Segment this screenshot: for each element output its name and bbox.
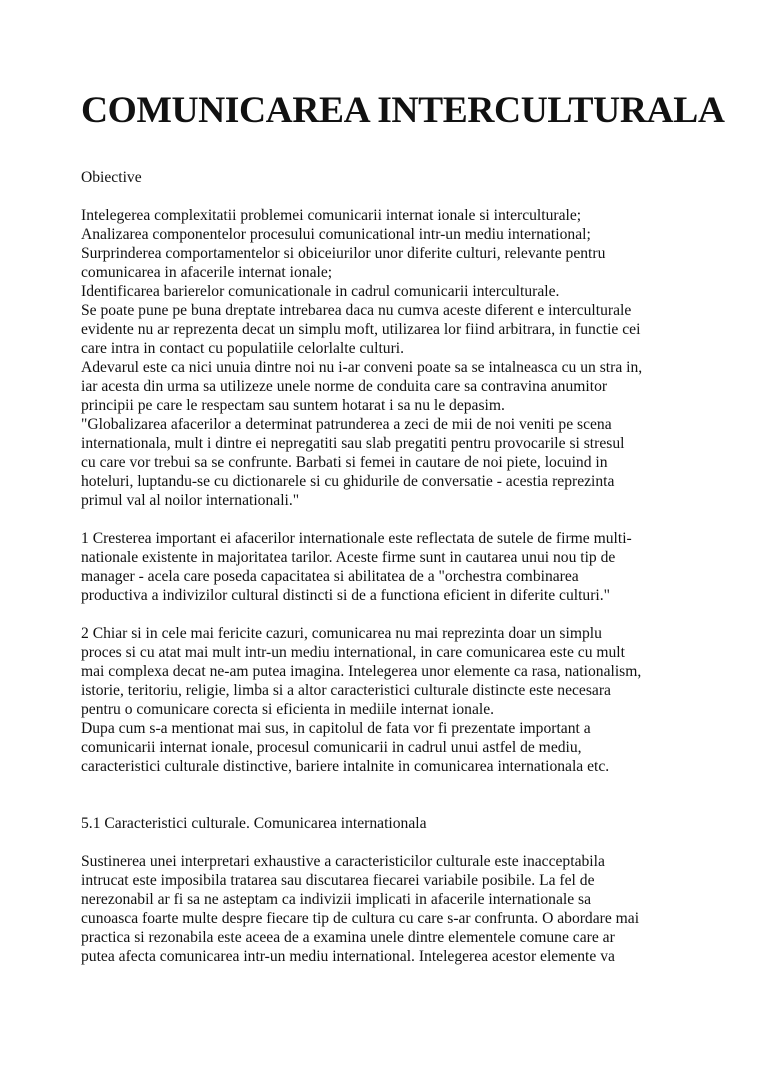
objectives-heading: Obiective <box>81 169 142 186</box>
text-line: cunoasca foarte multe despre fiecare tip de cultura cu care s-ar confrunta. O abordare mai <box>81 910 640 927</box>
paragraph-block-4 <box>81 852 691 966</box>
paragraph-block-2 <box>81 529 691 605</box>
text-line: "Globalizarea afacerilor a determinat patrunderea a zeci de mii de noi veniti pe scena <box>81 416 612 433</box>
document-title: COMUNICAREA INTERCULTURALA <box>81 90 725 131</box>
text-line: proces si cu atat mai mult intr-un mediu international, in care comunicarea este cu mult <box>81 644 625 661</box>
text-line: care intra in contact cu populatiile celorlalte culturi. <box>81 340 404 357</box>
text-line: putea afecta comunicarea intr-un mediu international. Intelegerea acestor elemente va <box>81 948 615 965</box>
text-line: nationale existente in majoritatea tarilor. Aceste firme sunt in cautarea unui nou tip de <box>81 549 616 566</box>
text-line: productiva a indivizilor cultural distincti si de a functiona eficient in diferite culturi." <box>81 587 611 604</box>
text-line: intrucat este imposibila tratarea sau discutarea fiecarei variabile posibile. La fel de <box>81 872 595 889</box>
text-line: evidente nu ar reprezenta decat un simplu moft, utilizarea lor fiind arbitrara, in functie cei <box>81 321 641 338</box>
text-line: primul val al noilor internationali." <box>81 492 300 509</box>
text-line: hoteluri, luptandu-se cu dictionarele si cu ghidurile de conversatie - acestia reprezinta <box>81 473 615 490</box>
text-line: Se poate pune pe buna dreptate intrebarea daca nu cumva aceste diferent e interculturale <box>81 302 632 319</box>
text-line: Identificarea barierelor comunicationale in cadrul comunicarii interculturale. <box>81 283 560 300</box>
text-line: mai complexa decat ne-am putea imagina. Intelegerea unor elemente ca rasa, nationalism, <box>81 663 642 680</box>
text-line: manager - acela care poseda capacitatea si abilitatea de a "orchestra combinarea <box>81 568 579 585</box>
text-line: comunicarii internat ionale, procesul comunicarii in cadrul unui astfel de mediu, <box>81 739 582 756</box>
text-line: Analizarea componentelor procesului comunicational intr-un mediu international; <box>81 226 591 243</box>
text-line: Intelegerea complexitatii problemei comunicarii internat ionale si interculturale; <box>81 207 582 224</box>
text-line: Sustinerea unei interpretari exhaustive a caracteristicilor culturale este inacceptabila <box>81 853 605 870</box>
text-line: internationala, mult i dintre ei nepregatiti sau slab pregatiti pentru provocarile si stresul <box>81 435 625 452</box>
document-body <box>81 90 725 966</box>
text-line: caracteristici culturale distinctive, bariere intalnite in comunicarea internationala etc. <box>81 758 610 775</box>
section-heading: 5.1 Caracteristici culturale. Comunicarea internationala <box>81 815 427 832</box>
text-line: comunicarea in afacerile internat ionale; <box>81 264 333 281</box>
text-line: Dupa cum s-a mentionat mai sus, in capitolul de fata vor fi prezentate important a <box>81 720 591 737</box>
text-line: nerezonabil ar fi sa ne asteptam ca indivizii implicati in afacerile internationale sa <box>81 891 592 908</box>
text-line: pentru o comunicare corecta si eficienta in mediile internat ionale. <box>81 701 495 718</box>
text-line: practica si rezonabila este aceea de a examina unele dintre elementele comune care ar <box>81 929 615 946</box>
text-line: cu care vor trebui sa se confrunte. Barbati si femei in cautare de noi piete, locuind in <box>81 454 608 471</box>
text-line: istorie, teritoriu, religie, limba si a altor caracteristici culturale distincte este necesara <box>81 682 611 699</box>
text-line: Surprinderea comportamentelor si obiceiurilor unor diferite culturi, relevante pentru <box>81 245 606 262</box>
text-line: principii pe care le respectam sau suntem hotarat i sa nu le depasim. <box>81 397 505 414</box>
paragraph-block-3 <box>81 624 691 776</box>
text-line: iar acesta din urma sa utilizeze unele norme de conduita care sa contravina anumitor <box>81 378 608 395</box>
text-line: 2 Chiar si in cele mai fericite cazuri, comunicarea nu mai reprezinta doar un simplu <box>81 625 602 642</box>
text-line: Adevarul este ca nici unuia dintre noi nu i-ar conveni poate sa se intalneasca cu un stra in, <box>81 359 643 376</box>
text-line: 1 Cresterea important ei afacerilor internationale este reflectata de sutele de firme multi- <box>81 530 632 547</box>
paragraph-block-1 <box>81 206 691 510</box>
